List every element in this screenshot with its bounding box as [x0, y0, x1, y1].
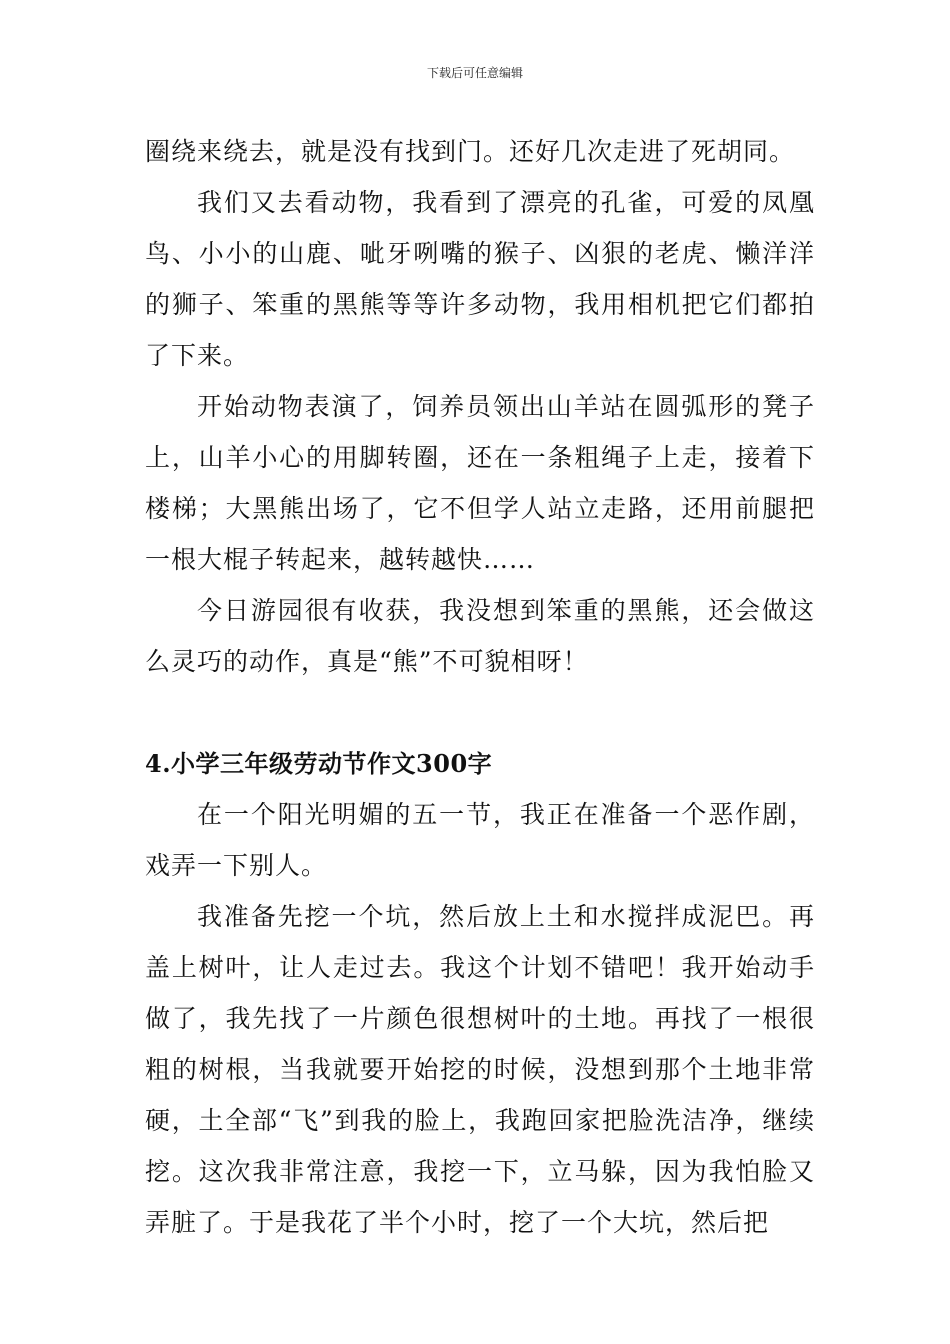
paragraph-performance: 开始动物表演了，饲养员领出山羊站在圆弧形的凳子上，山羊小心的用脚转圈，还在一条粗绳子上走，接着下楼梯；大黑熊出场了，它不但学人站立走路，还用前腿把一根大棍子转起来，越转越快……: [145, 392, 815, 574]
document-body: [145, 126, 815, 1248]
paragraph-conclusion: 今日游园很有收获，我没想到笨重的黑熊，还会做这么灵巧的动作，真是“熊”不可貌相呀！: [145, 596, 815, 676]
page-header: 下载后可任意编辑: [426, 66, 523, 80]
section-heading: 4.小学三年级劳动节作文300字: [145, 749, 493, 778]
paragraph-animals: 我们又去看动物，我看到了漂亮的孔雀，可爱的凤凰鸟、小小的山鹿、呲牙咧嘴的猴子、凶狠的老虎、懒洋洋的狮子、笨重的黑熊等等许多动物，我用相机把它们都拍了下来。: [145, 188, 815, 370]
paragraph-continuation: 圈绕来绕去，就是没有找到门。还好几次走进了死胡同。: [145, 137, 796, 166]
paragraph-plan: 我准备先挖一个坑，然后放上土和水搅拌成泥巴。再盖上树叶，让人走过去。我这个计划不错吧！我开始动手做了，我先找了一片颜色很想树叶的土地。再找了一根很粗的树根，当我就要开始挖的时候，没想到那个土地非常硬，土全部“飞”到我的脸上，我跑回家把脸洗洁净，继续挖。这次我非常注意，我挖一下，立马躲，因为我怕脸又弄脏了。于是我花了半个小时，挖了一个大坑，然后把: [145, 902, 815, 1237]
paragraph-intro: 在一个阳光明媚的五一节，我正在准备一个恶作剧，戏弄一下别人。: [145, 800, 815, 880]
section-spacer: [145, 687, 815, 738]
